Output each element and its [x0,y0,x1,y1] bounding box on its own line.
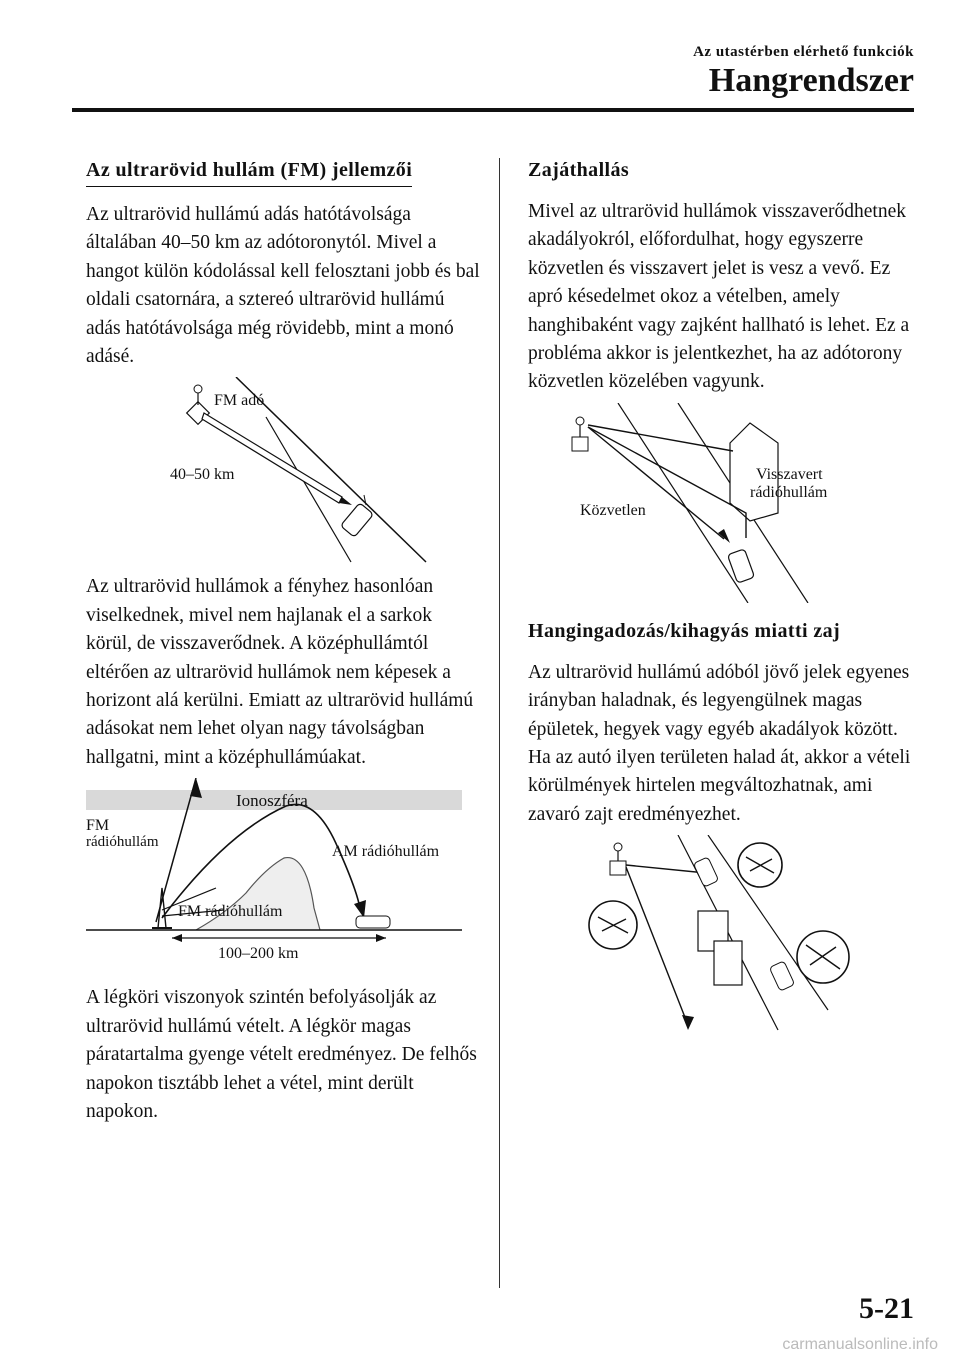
ionosphere-label: Ionoszféra [236,791,308,811]
building-icon [698,911,742,985]
multipath-paragraph: Mivel az ultrarövid hullámok visszaverődhetnek akadályokról, előfordulhat, hogy egyszerre közvetlen és visszavert jelet is vesz a vevő. Ez apró késedelmet okoz a vételben, amely hanghibaként vagy zajként hallható is lehet. Ez a probléma akkor is jelentkezhet, ha az adótorony közvetlen közelében vagyunk. [528,201,910,393]
page-number: 5-21 [859,1292,914,1325]
signal-arrow-icon [202,413,352,505]
multipath-figure [528,403,918,603]
header-rule [72,108,914,112]
chapter-title: Hangrendszer [708,62,914,99]
watermark: carmanualsonline.info [782,1336,938,1353]
car-icon [356,916,390,928]
distance-label: 40–50 km [170,466,235,484]
am-wave-label: AM rádióhullám [332,843,440,861]
tower-icon [572,417,588,451]
tower-icon [610,843,626,875]
left-column [86,156,482,1126]
fm-low-wave-label: FM rádióhullám [178,903,283,921]
section-title: Az utastérben elérhető funkciók [693,44,914,60]
ionosphere-figure [86,778,482,978]
fading-paragraph: Az ultrarövid hullámú adóból jövő jelek egyenes irányban haladnak, és legyengülnek magas épületek, hegyek vagy egyéb akadályok között. Ha az autó ilyen területen halad át, akkor a vételi körülmények hirtelen megváltozhatnak, ami zavaró zajt eredményezhet. [528,661,911,825]
fm-range-figure [86,377,482,567]
fm-wave-label-2: rádióhullám [86,834,159,851]
fading-figure [528,835,918,1035]
direct-label: Közvetlen [580,501,646,519]
reflected-label-1: Visszavert [756,465,823,483]
fm-wave-label-1: FM [86,817,110,835]
fading-heading: Hangingadozás/kihagyás miatti zaj [528,619,841,642]
atmosphere-paragraph: A légköri viszonyok szintén befolyásolják az ultrarövid hullámú vételt. A légkör magas páratartalma gyenge vételt eredményez. De felhős napokon tisztább lehet a vétel, mint derült napokon. [86,987,477,1122]
fm-behaviour-paragraph: Az ultrarövid hullámok a fényhez hasonlóan viselkednek, mivel nem hajlanak el a sarkok körül, de visszaverődnek. A középhullámtól eltérően az ultrarövid hullámok nem képesek a horizont alá kerülni. Emiatt az ultrarövid hullámú adásokat nem lehet olyan nagy távolságban hallgatni, mint a középhullámúakat. [86,576,474,768]
fm-characteristics-heading: Az ultrarövid hullám (FM) jellemzői [86,156,412,187]
right-column [528,156,918,1041]
distance-label: 100–200 km [218,945,299,963]
multipath-heading: Zajáthallás [528,159,630,181]
fm-range-paragraph: Az ultrarövid hullámú adás hatótávolsága általában 40–50 km az adótoronytól. Mivel a hangot külön kódolással kell felosztani jobb és bal oldali csatornára, a sztereó ultrarövid hullámú adás hatótávolsága még rövidebb, mint a monó adásé. [86,204,480,368]
reflected-label-2: rádióhullám [750,483,828,501]
column-divider [499,158,500,1288]
fm-station-label: FM adó [214,392,265,410]
